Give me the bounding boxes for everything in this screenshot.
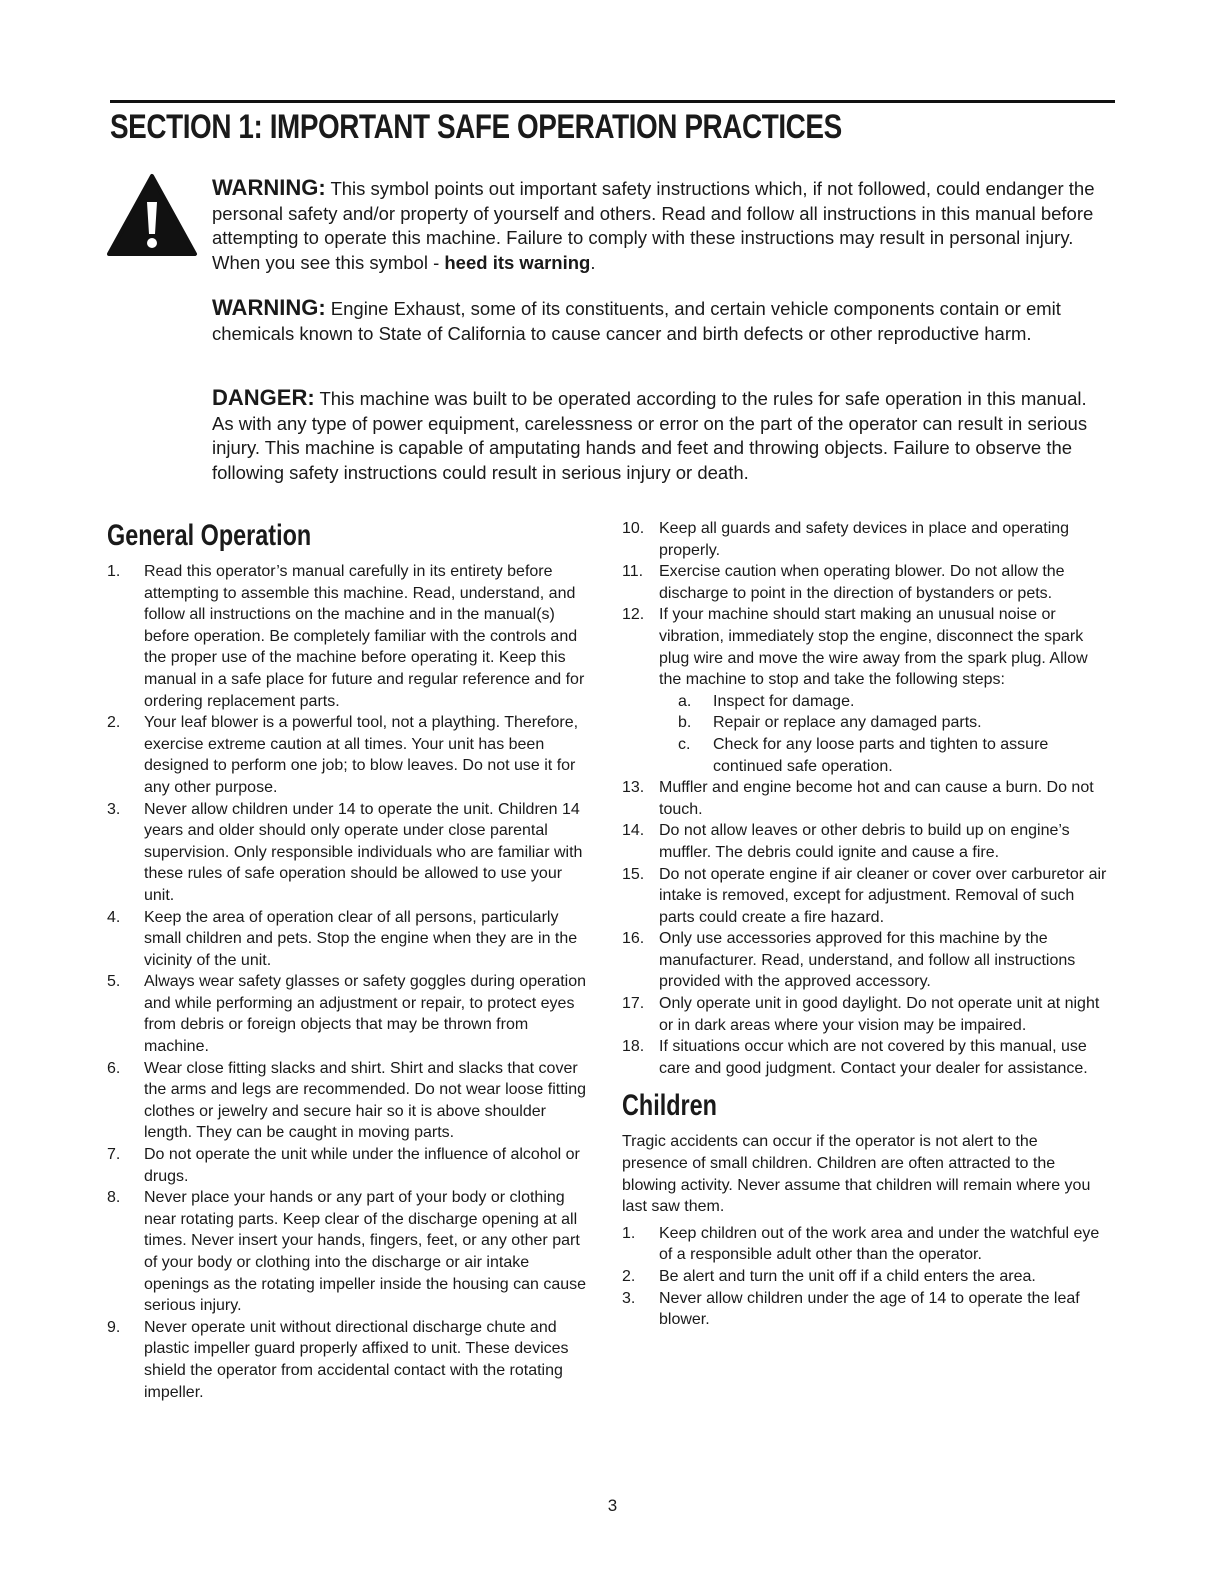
header-rule <box>110 100 1115 103</box>
item-text: If your machine should start making an unusual noise or vibration, immediately stop the engine, disconnect the spark plug wire and move the wire away from the spark plug. Allow the machine to stop and take the following steps: <box>659 606 1088 689</box>
item-number: 8. <box>107 1189 121 1207</box>
list-item <box>622 864 1107 929</box>
list-item <box>107 1317 592 1403</box>
children-intro: Tragic accidents can occur if the operator is not alert to the presence of small children. Children are often attracted to the blowing activity. Never assume that children will remain where you last saw them. <box>622 1133 1091 1216</box>
list-item <box>622 604 1107 777</box>
step-item <box>678 712 1107 734</box>
item-number: 11. <box>622 563 644 581</box>
list-item <box>622 1266 1107 1288</box>
list-item <box>107 712 592 798</box>
item-number: 17. <box>622 995 645 1013</box>
left-column <box>107 517 592 1403</box>
item-number: 10. <box>622 520 645 537</box>
step-letter: a. <box>678 692 692 710</box>
item-text: Wear close fitting slacks and shirt. Shirt and slacks that cover the arms and legs are recommended. Do not wear loose fitting clothes or jewelry and secure hair so it is above shoulder length. They can be caught in moving parts. <box>144 1059 587 1142</box>
item-number: 18. <box>622 1038 645 1056</box>
item-number: 14. <box>622 822 645 840</box>
step-text: Inspect for damage. <box>713 692 855 710</box>
list-item <box>622 820 1107 863</box>
item-text: Be alert and turn the unit off if a child enters the area. <box>659 1268 1036 1285</box>
warning-text: This symbol points out important safety instructions which, if not followed, could endanger the personal safety and/or property of yourself and others. Read and follow all instructions in this manual before attempting to operate this machine. Failure to comply with these instructions may result in personal injury. When you see this symbol - <box>212 178 1095 273</box>
item-number: 7. <box>107 1146 121 1164</box>
item-number: 5. <box>107 973 121 991</box>
general-operation-list-continued <box>622 518 1107 1079</box>
page-number: 3 <box>607 1496 618 1515</box>
item-text: Keep all guards and safety devices in place and operating properly. <box>659 520 1070 559</box>
item-number: 1. <box>107 563 121 580</box>
item-text: Never allow children under 14 to operate the unit. Children 14 years and older should only operate under close parental supervision. Only responsible individuals who are familiar with these rules of safe operation should be allowed to use your unit. <box>144 800 583 904</box>
item-text: Keep children out of the work area and under the watchful eye of a responsible adult other than the operator. <box>659 1224 1100 1264</box>
list-item <box>107 561 592 712</box>
list-item <box>107 1058 592 1144</box>
item-number: 2. <box>622 1268 636 1285</box>
item-text: Your leaf blower is a powerful tool, not a plaything. Therefore, exercise extreme caution at all times. Your unit has been designed to perform one job; to blow leaves. Do not use it for any other purpose. <box>144 714 579 796</box>
list-item <box>622 1288 1107 1331</box>
step-text: Check for any loose parts and tighten to assure continued safe operation. <box>713 735 1049 775</box>
list-item <box>107 1144 592 1187</box>
steps-list <box>659 691 1107 777</box>
item-number: 1. <box>622 1224 636 1242</box>
danger-label: DANGER: <box>212 385 315 410</box>
item-number: 13. <box>622 779 645 797</box>
item-number: 12. <box>622 606 645 624</box>
warning-label: WARNING: <box>212 175 326 200</box>
step-letter: c. <box>678 735 691 753</box>
warning-label: WARNING: <box>212 295 326 320</box>
warning-text: Engine Exhaust, some of its constituents, and certain vehicle components contain or emit chemicals known to State of California to cause cancer and birth defects or other reproductive harm. <box>212 298 1061 344</box>
children-list <box>622 1223 1107 1331</box>
item-number: 15. <box>622 865 645 883</box>
list-item <box>107 907 592 972</box>
list-item <box>622 928 1107 993</box>
item-text: Keep the area of operation clear of all persons, particularly small children and pets. Stop the engine when they are in the vicinity of the unit. <box>144 908 578 969</box>
general-operation-list <box>107 561 592 1403</box>
step-item <box>678 691 1107 713</box>
item-text: Do not operate the unit while under the influence of alcohol or drugs. <box>144 1146 580 1185</box>
item-text: Only use accessories approved for this machine by the manufacturer. Read, understand, and follow all instructions provided with the approved accessory. <box>659 930 1076 991</box>
item-text: Never place your hands or any part of your body or clothing near rotating parts. Keep clear of the discharge opening at all times. Never insert your hands, fingers, feet, or any other part of your body or clothing into the discharge or air intake openings as the rotating impeller inside the housing can cause serious injury. <box>144 1189 587 1315</box>
warning-notice-symbol <box>212 176 1107 275</box>
warning-emphasis: heed its warning <box>444 251 591 273</box>
item-number: 6. <box>107 1059 121 1077</box>
warning-triangle-icon <box>106 172 198 258</box>
danger-notice <box>212 386 1092 485</box>
warning-notice-california <box>212 296 1092 346</box>
list-item <box>107 1187 592 1317</box>
list-item <box>622 1036 1107 1079</box>
warning-end: . <box>590 251 596 273</box>
item-text: Never allow children under the age of 14 to operate the leaf blower. <box>659 1289 1080 1329</box>
children-heading: Children <box>622 1089 717 1123</box>
item-text: If situations occur which are not covered by this manual, use care and good judgment. Contact your dealer for assistance. <box>659 1038 1088 1077</box>
item-text: Never operate unit without directional discharge chute and plastic impeller guard properly affixed to unit. These devices shield the operator from accidental contact with the rotating impeller. <box>144 1318 569 1401</box>
item-text: Muffler and engine become hot and can cause a burn. Do not touch. <box>659 779 1094 818</box>
item-number: 4. <box>107 908 121 926</box>
item-text: Do not operate engine if air cleaner or cover over carburetor air intake is removed, except for adjustment. Removal of such parts could create a fire hazard. <box>659 865 1107 926</box>
general-operation-heading: General Operation <box>107 519 312 552</box>
section-title: SECTION 1: IMPORTANT SAFE OPERATION PRACTICES <box>110 108 842 146</box>
step-item <box>678 734 1107 777</box>
item-number: 3. <box>622 1289 636 1307</box>
step-letter: b. <box>678 714 692 732</box>
step-text: Repair or replace any damaged parts. <box>713 714 982 732</box>
item-text: Do not allow leaves or other debris to build up on engine’s muffler. The debris could ignite and cause a fire. <box>659 822 1070 861</box>
list-item <box>622 993 1107 1036</box>
list-item <box>107 799 592 907</box>
list-item <box>622 561 1107 604</box>
item-text: Exercise caution when operating blower. Do not allow the discharge to point in the direction of bystanders or pets. <box>659 563 1065 602</box>
item-number: 2. <box>107 714 121 732</box>
list-item <box>622 518 1107 561</box>
item-number: 3. <box>107 800 121 818</box>
danger-text: This machine was built to be operated according to the rules for safe operation in this manual. As with any type of power equipment, carelessness or error on the part of the operator can result in serious injury. This machine is capable of amputating hands and feet and throwing objects. Failure to observe the following safety instructions could result in serious injury or death. <box>212 388 1088 483</box>
children-section <box>622 1087 1107 1330</box>
item-number: 16. <box>622 930 645 948</box>
list-item <box>622 777 1107 820</box>
right-column <box>622 518 1107 1331</box>
item-text: Only operate unit in good daylight. Do not operate unit at night or in dark areas where your vision may be impaired. <box>659 995 1100 1034</box>
item-text: Read this operator’s manual carefully in its entirety before attempting to assemble this machine. Read, understand, and follow all instructions on the machine and in the manual(s) before operation. Be completely familiar with the controls and the proper use of the machine before operating it. Keep this manual in a safe place for future and regular reference and for ordering replacement parts. <box>144 563 585 710</box>
list-item <box>107 971 592 1057</box>
list-item <box>622 1223 1107 1266</box>
item-number: 9. <box>107 1318 121 1336</box>
item-text: Always wear safety glasses or safety goggles during operation and while performing an adjustment or repair, to protect eyes from debris or foreign objects that may be thrown from machine. <box>144 973 587 1056</box>
